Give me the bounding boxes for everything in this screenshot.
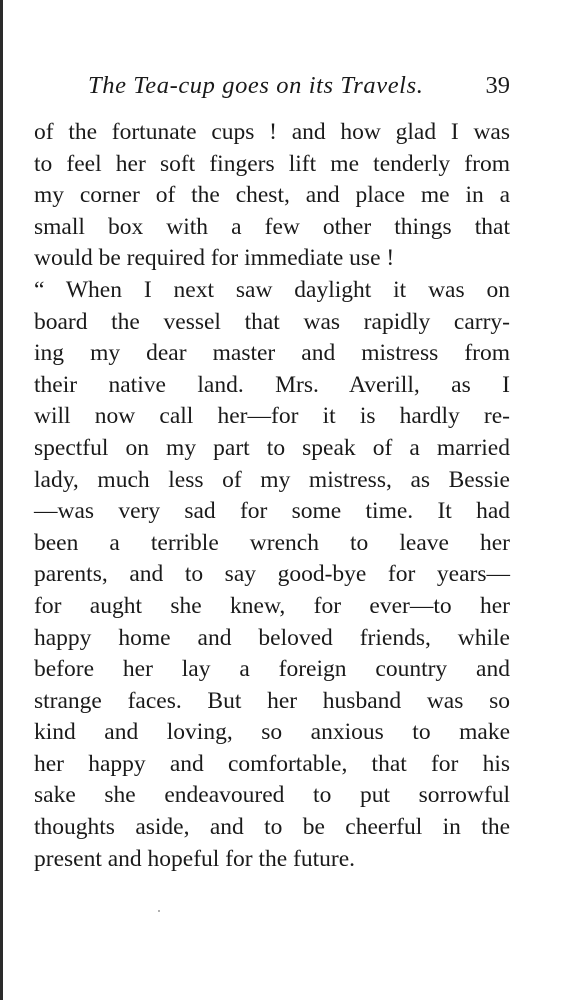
- text-line: before her lay a foreign country and: [34, 656, 510, 683]
- text-line: for aught she knew, for ever—to her: [34, 592, 510, 619]
- text-line: of the fortunate cups ! and how glad I was: [34, 119, 510, 145]
- text-line: would be required for immediate use !: [34, 245, 395, 272]
- text-line: to feel her soft fingers lift me tenderly from: [34, 150, 510, 177]
- running-title: The Tea-cup goes on its Travels.: [88, 72, 424, 99]
- text-line: her happy and comfortable, that for his: [34, 750, 510, 777]
- page-speck: [158, 910, 160, 912]
- text-line: lady, much less of my mistress, as Bessie: [34, 466, 510, 493]
- text-line: parents, and to say good-bye for years—: [34, 561, 510, 588]
- text-line: strange faces. But her husband was so: [34, 687, 510, 714]
- text-line: ing my dear master and mistress from: [34, 340, 510, 367]
- text-line: will now call her—for it is hardly re-: [34, 403, 510, 430]
- text-line: present and hopeful for the future.: [34, 845, 356, 872]
- text-line: sake she endeavoured to put sorrowful: [34, 782, 510, 809]
- page-edge: [0, 0, 3, 1000]
- text-line: small box with a few other things that: [34, 213, 510, 240]
- text-line: kind and loving, so anxious to make: [34, 719, 510, 746]
- text-line: happy home and beloved friends, while: [34, 624, 510, 651]
- text-line: been a terrible wrench to leave her: [34, 529, 510, 556]
- text-line: —was very sad for some time. It had: [34, 498, 510, 525]
- text-line: “ When I next saw daylight it was on: [34, 276, 510, 303]
- body-text: [34, 117, 510, 875]
- text-line: board the vessel that was rapidly carry-: [34, 308, 510, 335]
- page-header: [34, 72, 510, 106]
- text-line: spectful on my part to speak of a married: [34, 434, 510, 461]
- text-line: thoughts aside, and to be cheerful in the: [34, 814, 510, 841]
- page-number: 39: [485, 72, 510, 99]
- text-line: my corner of the chest, and place me in a: [34, 182, 510, 209]
- text-line: their native land. Mrs. Averill, as I: [34, 371, 510, 398]
